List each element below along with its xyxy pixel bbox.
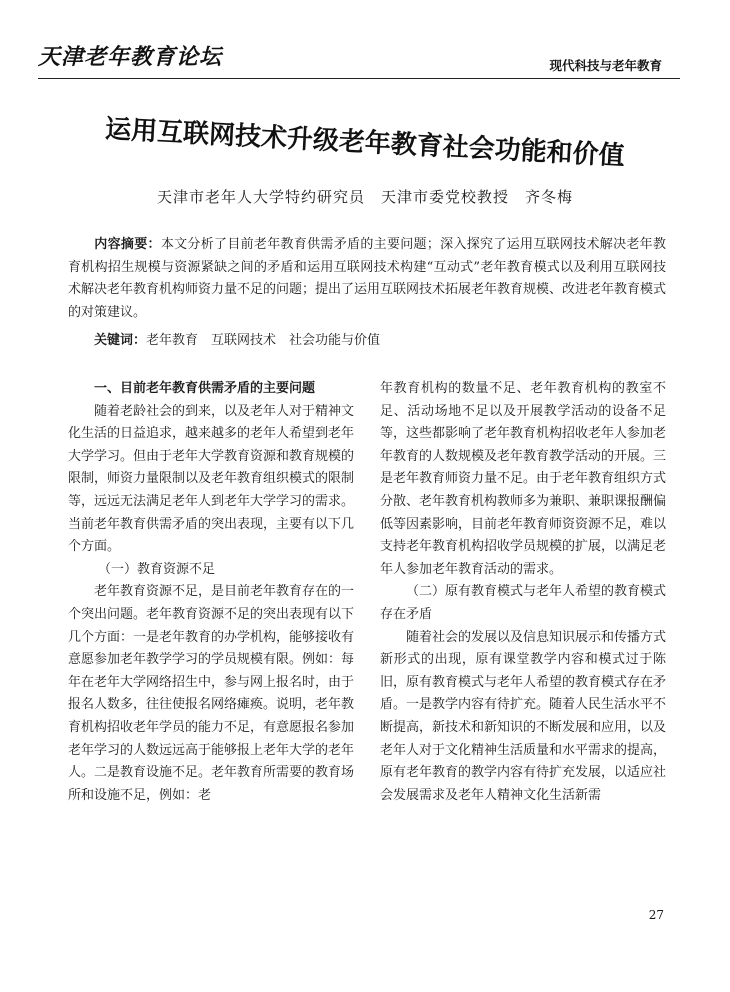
journal-masthead: 天津老年教育论坛 — [38, 44, 223, 70]
subsection-heading: （二）原有教育模式与老年人希望的教育模式存在矛盾 — [380, 584, 667, 622]
abstract-text: 本文分析了目前老年教育供需矛盾的主要问题；深入探究了运用互联网技术解决老年教育机构招生规模与资源紧缺之间的矛盾和运用互联网技术构建“互动式”老年教育模式以及利用互联网技术解决老年教育机构师资力量不足的问题；提出了运用互联网技术拓展老年教育规模、改进老年教育模式的对策建议。 — [68, 237, 667, 320]
paragraph: 老年教育资源不足，是目前老年教育存在的一个突出问题。老年教育资源不足的突出表现有以下几个方面：一是老年教育的办学机构，能够接收有意愿参加老年教学学习的学员规模有限。例如：每年在老年大学网络招生中，参与网上报名时，由于报名人数多，往往使报名网络瘫痪。说明，老年教育机构招收老年学员的能力不足，有意愿报名参加老年学习的人数远远高于能够报上老年大学的老年人。二是教育设施不足。老年教育所需要的教育场所和设施不足，例如：老 — [68, 584, 355, 803]
header-rule — [38, 78, 680, 79]
subsection-heading: （一）教育资源不足 — [98, 561, 216, 577]
keywords-text: 老年教育 互联网技术 社会功能与价值 — [146, 333, 381, 348]
paragraph: 随着老龄社会的到来，以及老年人对于精神文化生活的日益追求，越来越多的老年人希望到老年大学学习。但由于老年大学教育资源和教育规模的限制，师资力量限制以及老年教育组织模式的限制等，远远无法满足老年人到老年大学学习的需求。当前老年教育供需矛盾的突出表现，主要有以下几个方面。 — [68, 403, 355, 555]
abstract — [68, 234, 666, 324]
page-number: 27 — [648, 908, 664, 922]
article-authors: 天津市老年人大学特约研究员 天津市委党校教授 齐冬梅 — [156, 188, 573, 206]
section-title: 现代科技与老年教育 — [549, 58, 662, 73]
paragraph: 随着社会的发展以及信息知识展示和传播方式新形式的出现，原有课堂教学内容和模式过于陈旧，原有教育模式与老年人希望的教育模式存在矛盾。一是教学内容有待扩充。随着人民生活水平不断提高，新技术和新知识的不断发展和应用，以及老年人对于文化精神生活质量和水平需求的提高，原有老年教育的教学内容有待扩充发展，以适应社会发展需求及老年人精神文化生活新需 — [380, 629, 667, 803]
paragraph-continued: 年教育机构的数量不足、老年教育机构的教室不足、活动场地不足以及开展教学活动的设备不足等，这些都影响了老年教育机构招收老年人参加老年教育的人数规模及老年教育教学活动的开展。三是老年教育师资力量不足。由于老年教育组织方式分散、老年教育机构教师多为兼职、兼职课报酬偏低等因素影响，目前老年教育师资资源不足，难以支持老年教育机构招收学员规模的扩展，以满足老年人参加老年教育活动的需求。 — [380, 381, 667, 577]
keywords-label: 关键词： — [94, 333, 147, 348]
section-heading: 一、目前老年教育供需矛盾的主要问题 — [94, 381, 316, 396]
left-column — [68, 378, 354, 807]
right-column — [380, 378, 666, 807]
keywords — [94, 330, 380, 352]
article-title: 运用互联网技术升级老年教育社会功能和价值 — [104, 114, 626, 172]
abstract-label: 内容摘要： — [94, 237, 161, 252]
